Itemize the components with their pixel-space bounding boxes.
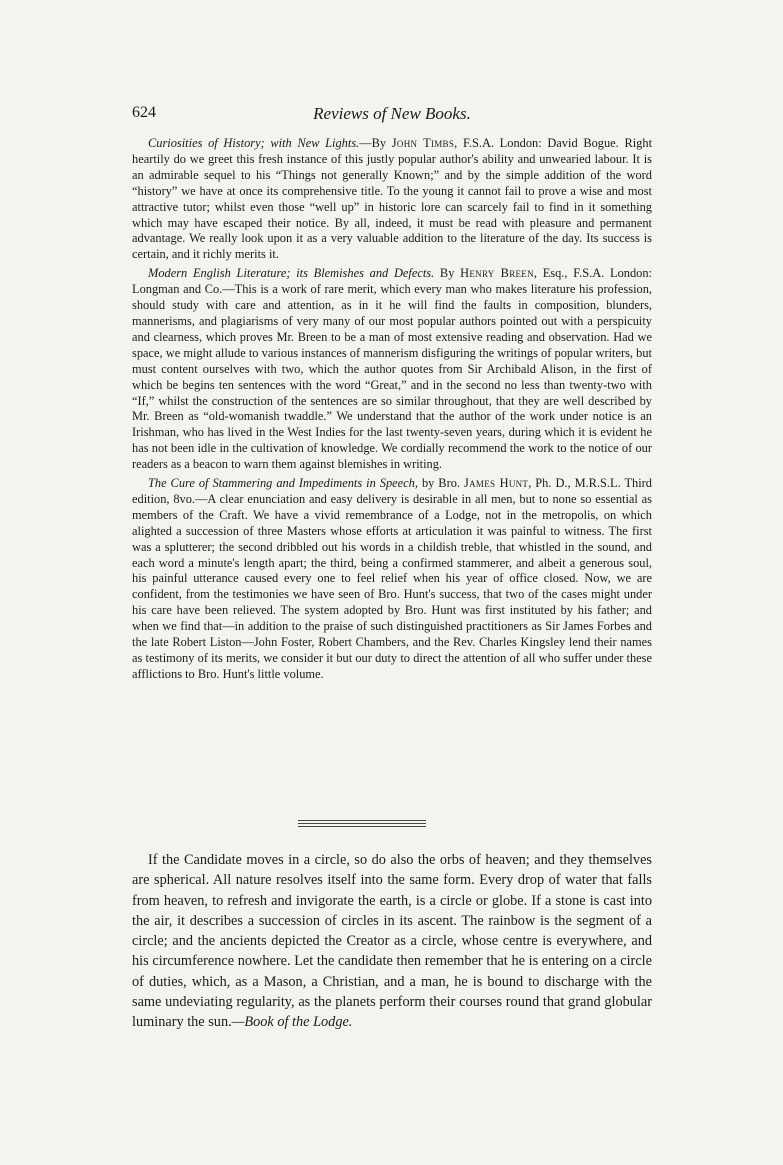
- running-title: Reviews of New Books.: [313, 104, 471, 123]
- review-author: John Timbs: [391, 136, 455, 150]
- review-separator: By: [434, 266, 461, 281]
- review-paragraph: [132, 266, 652, 473]
- review-author: Henry Breen: [460, 266, 534, 281]
- review-paragraph: [132, 476, 652, 683]
- review-author: James Hunt: [463, 476, 529, 491]
- closing-extract: [132, 850, 652, 1033]
- page-header: [132, 104, 652, 126]
- review-cure-of-stammering: [132, 476, 652, 683]
- review-separator: —By: [359, 136, 392, 150]
- review-modern-english-literature: [132, 266, 652, 473]
- review-separator: by Bro.: [417, 476, 464, 491]
- review-body: , F.S.A. London: David Bogue. Right heartily do we greet this fresh instance of this justly popular author's ability and unwearied labour. It is an admirable sequel to his “Things not generally Known;” and by the simple addition of the word “history” we have at once its comprehensive title. To the young it cannot fail to prove a wise and most attractive tutor; whilst even those “well up” in historic lore can scarcely fail to find in it something which may have escaped their notice. By all, indeed, it must be read with pleasure and permanent advantage. We really look upon it as a very valuable addition to the literature of the day. Its success is certain, and it richly merits it.: [132, 136, 653, 262]
- review-paragraph: [132, 136, 652, 263]
- review-body: , Esq., F.S.A. London: Longman and Co.—This is a work of rare merit, which every man who makes literature his profession, should study with care and attention, as in it he will find the faults in composition, blunders, mannerisms, and plagiarisms of very many of our most popular authors pointed out with a perspicuity and clearness, which proves Mr. Breen to be a man of most extensive reading and observation. Had we space, we might allude to various instances of mannerism disfiguring the writings of popular writers, but must content ourselves with two, which the author quotes from Sir Archibald Alison, in the first of which be begins ten sentences with the word “Great,” and in the second no less than twenty-two with “If,” whilst the construction of the sentences are so similar throughout, that they are well described by Mr. Breen as “old-womanish twaddle.” We understand that the author of the work under notice is an Irishman, who has lived in the West Indies for the last twenty-seven years, during which it is evident he has not been idle in the cultivation of knowledge. We cordially recommend the work to the notice of our readers as a beacon to warn them against blemishes in writing.: [132, 266, 652, 472]
- review-book-title: Curiosities of History; with New Lights.: [148, 136, 360, 150]
- closing-source: —Book of the Lodge.: [231, 1014, 353, 1031]
- closing-text: If the Candidate moves in a circle, so do also the orbs of heaven; and they themselves are spherical. All nature resolves itself into the same form. Every drop of water that falls from heaven, to refresh and invigorate the earth, is a circle or globe. If a stone is cast into the air, it describes a succession of circles in its ascent. The rainbow is the segment of a circle; and the ancients depicted the Creator as a circle, whose centre is everywhere, and his circumference nowhere. Let the candidate then remember that he is entering on a circle of duties, which, as a Mason, a Christian, and a man, he is bound to discharge with the same undeviating regularity, as the planets perform their courses round that grand globular luminary the sun.: [132, 852, 652, 1031]
- review-body: , Ph. D., M.R.S.L. Third edition, 8vo.—A clear enunciation and easy delivery is desirable in all men, but to none so essential as members of the Craft. We have a vivid remembrance of a Lodge, not in the metropolis, on which alighted a succession of three Masters whose efforts at articulation it was painful to witness. The first was a splutterer; the second dribbled out his words in a childish treble, that whistled in the sound, and each word a minute's length apart; the third, being a confirmed stammerer, and albeit a generous soul, his painful utterance caused every one to feel relief when his year of office closed. Now, we are confident, from the testimonies we have seen of Bro. Hunt's success, that two of the cases might under his care have been relieved. The system adopted by Bro. Hunt was first instituted by his father; and when we find that—in addition to the praise of such distinguished practitioners as Sir James Forbes and the late Robert Liston—John Foster, Robert Chambers, and the Rev. Charles Kingsley lend their names as testimony of its merits, we consider it but our duty to direct the attention of all who suffer under these afflictions to Bro. Hunt's little volume.: [132, 476, 652, 681]
- review-curiosities-of-history: [132, 136, 652, 263]
- review-book-title: The Cure of Stammering and Impediments in Speech,: [148, 476, 418, 491]
- review-book-title: Modern English Literature; its Blemishes and Defects.: [148, 266, 435, 281]
- page-number: 624: [132, 104, 156, 121]
- book-reviews: [132, 136, 652, 686]
- section-divider-rule: [298, 820, 426, 830]
- closing-paragraph: [132, 850, 652, 1033]
